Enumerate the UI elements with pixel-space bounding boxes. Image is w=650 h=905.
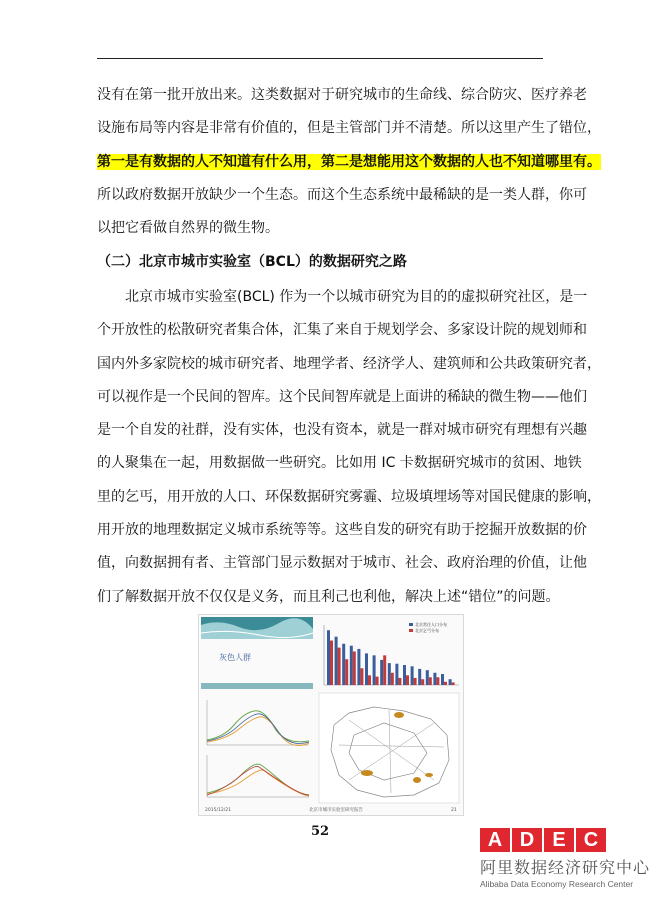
bar [327, 630, 330, 685]
bar [411, 666, 414, 685]
paragraph-line: 个开放性的松散研究者集合体，汇集了来自于规划学会、多家设计院的规划师和 [97, 322, 587, 339]
paragraph-line: 是一个自发的社群，没有实体，也没有资本，就是一群对城市研究有理想有兴趣 [97, 422, 587, 439]
bar [426, 670, 429, 685]
bar [360, 668, 363, 685]
bar [373, 655, 376, 685]
logo-letter: D [512, 828, 542, 852]
paragraph-line: 用开放的地理数据定义城市系统等等。这些自发的研究有助于挖掘开放数据的价 [97, 522, 587, 539]
figure-footer-title: 北京市城市实验室研究报告 [309, 808, 363, 813]
paragraph-line: 里的乞丐，用开放的人口、环保数据研究雾霾、垃圾填埋场等对国民健康的影响， [97, 488, 601, 505]
bar [391, 673, 394, 685]
header-rule [97, 58, 543, 59]
adec-logo [480, 828, 650, 898]
bar [421, 679, 424, 685]
paragraph-line: 们了解数据开放不仅仅是义务，而且利己也利他，解决上述“错位”的问题。 [97, 588, 560, 605]
paragraph-line: 值，向数据拥有者、主管部门显示数据对于城市、社会、政府治理的价值，让他 [97, 555, 587, 572]
bar [429, 677, 432, 685]
bar [380, 660, 383, 685]
line-chart-1 [207, 700, 309, 745]
bar [452, 682, 455, 685]
map-bottom-strip [201, 683, 313, 689]
bar [383, 655, 386, 685]
highlighted-text: 第一是有数据的人不知道有什么用，第二是想能用这个数据的人也不知道哪里有。 [97, 153, 601, 170]
paragraph-line: 设施布局等内容是非常有价值的，但是主管部门并不清楚。所以这里产生了错位， [97, 120, 601, 137]
map-label: 灰色人群 [219, 653, 251, 662]
bar [330, 641, 333, 685]
bar [449, 679, 452, 685]
bar [368, 675, 371, 685]
adec-logo-mark [480, 828, 630, 852]
logo-chinese-name: 阿里数据经济研究中心 [480, 858, 650, 877]
bar [388, 663, 391, 685]
bar [398, 678, 401, 685]
bar [365, 653, 368, 685]
bar [376, 677, 379, 685]
paragraph-1 [97, 79, 601, 245]
section-heading: （二）北京市城市实验室（BCL）的数据研究之路 [97, 254, 407, 270]
highlighted-line [97, 146, 601, 179]
logo-letter: E [544, 828, 574, 852]
paragraph-line: 北京市城市实验室(BCL) 作为一个以城市研究为目的的虚拟研究社区，是一 [125, 289, 588, 305]
line-chart-2 [207, 755, 309, 797]
logo-letter: C [576, 828, 606, 852]
paragraph-line: 所以政府数据开放缺少一个生态。而这个生态系统中最稀缺的是一类人群，你可 [97, 186, 587, 203]
figure-footer-page: 21 [451, 808, 457, 813]
legend-label-2: 北京乞丐分布 [415, 628, 439, 633]
bar [406, 675, 409, 685]
bar [338, 648, 341, 685]
legend-label-1: 北京常住人口分布 [415, 622, 447, 627]
paragraph-line: 的人聚集在一起，用数据做一些研究。比如用 IC 卡数据研究城市的贫困、地铁 [97, 455, 582, 472]
bar [350, 646, 353, 685]
legend-swatch-1 [409, 623, 413, 626]
paragraph-line: 国内外多家院校的城市研究者、地理学者、经济学人、建筑师和公共政策研究者， [97, 355, 601, 372]
bar [441, 674, 444, 685]
bar [335, 637, 338, 685]
figure-footer-date: 2015/12/21 [205, 808, 231, 813]
bar [345, 659, 348, 685]
bar-chart [324, 621, 459, 685]
research-figure [198, 614, 464, 816]
bar [357, 649, 360, 685]
bar [395, 664, 398, 685]
paragraph-line: 以把它看做自然界的微生物。 [97, 220, 279, 237]
logo-letter: A [480, 828, 510, 852]
paragraph-line: 没有在第一批开放出来。这类数据对于研究城市的生命线、综合防灾、医疗养老 [97, 87, 587, 103]
bar [353, 651, 356, 685]
bar [403, 665, 406, 685]
figure-graphic [199, 615, 463, 815]
page-number: 52 [310, 824, 330, 839]
bar [414, 678, 417, 685]
paragraph-2 [97, 281, 601, 614]
bar [418, 669, 421, 685]
bar [444, 682, 447, 685]
network-map [319, 693, 459, 803]
bar [436, 677, 439, 685]
bar [433, 673, 436, 685]
logo-english-name: Alibaba Data Economy Research Center [480, 879, 634, 889]
bar [342, 644, 345, 685]
legend-swatch-2 [409, 629, 413, 632]
bar-group [327, 630, 455, 685]
paragraph-line: 可以视作是一个民间的智库。这个民间智库就是上面讲的稀缺的微生物——他们 [97, 388, 587, 405]
